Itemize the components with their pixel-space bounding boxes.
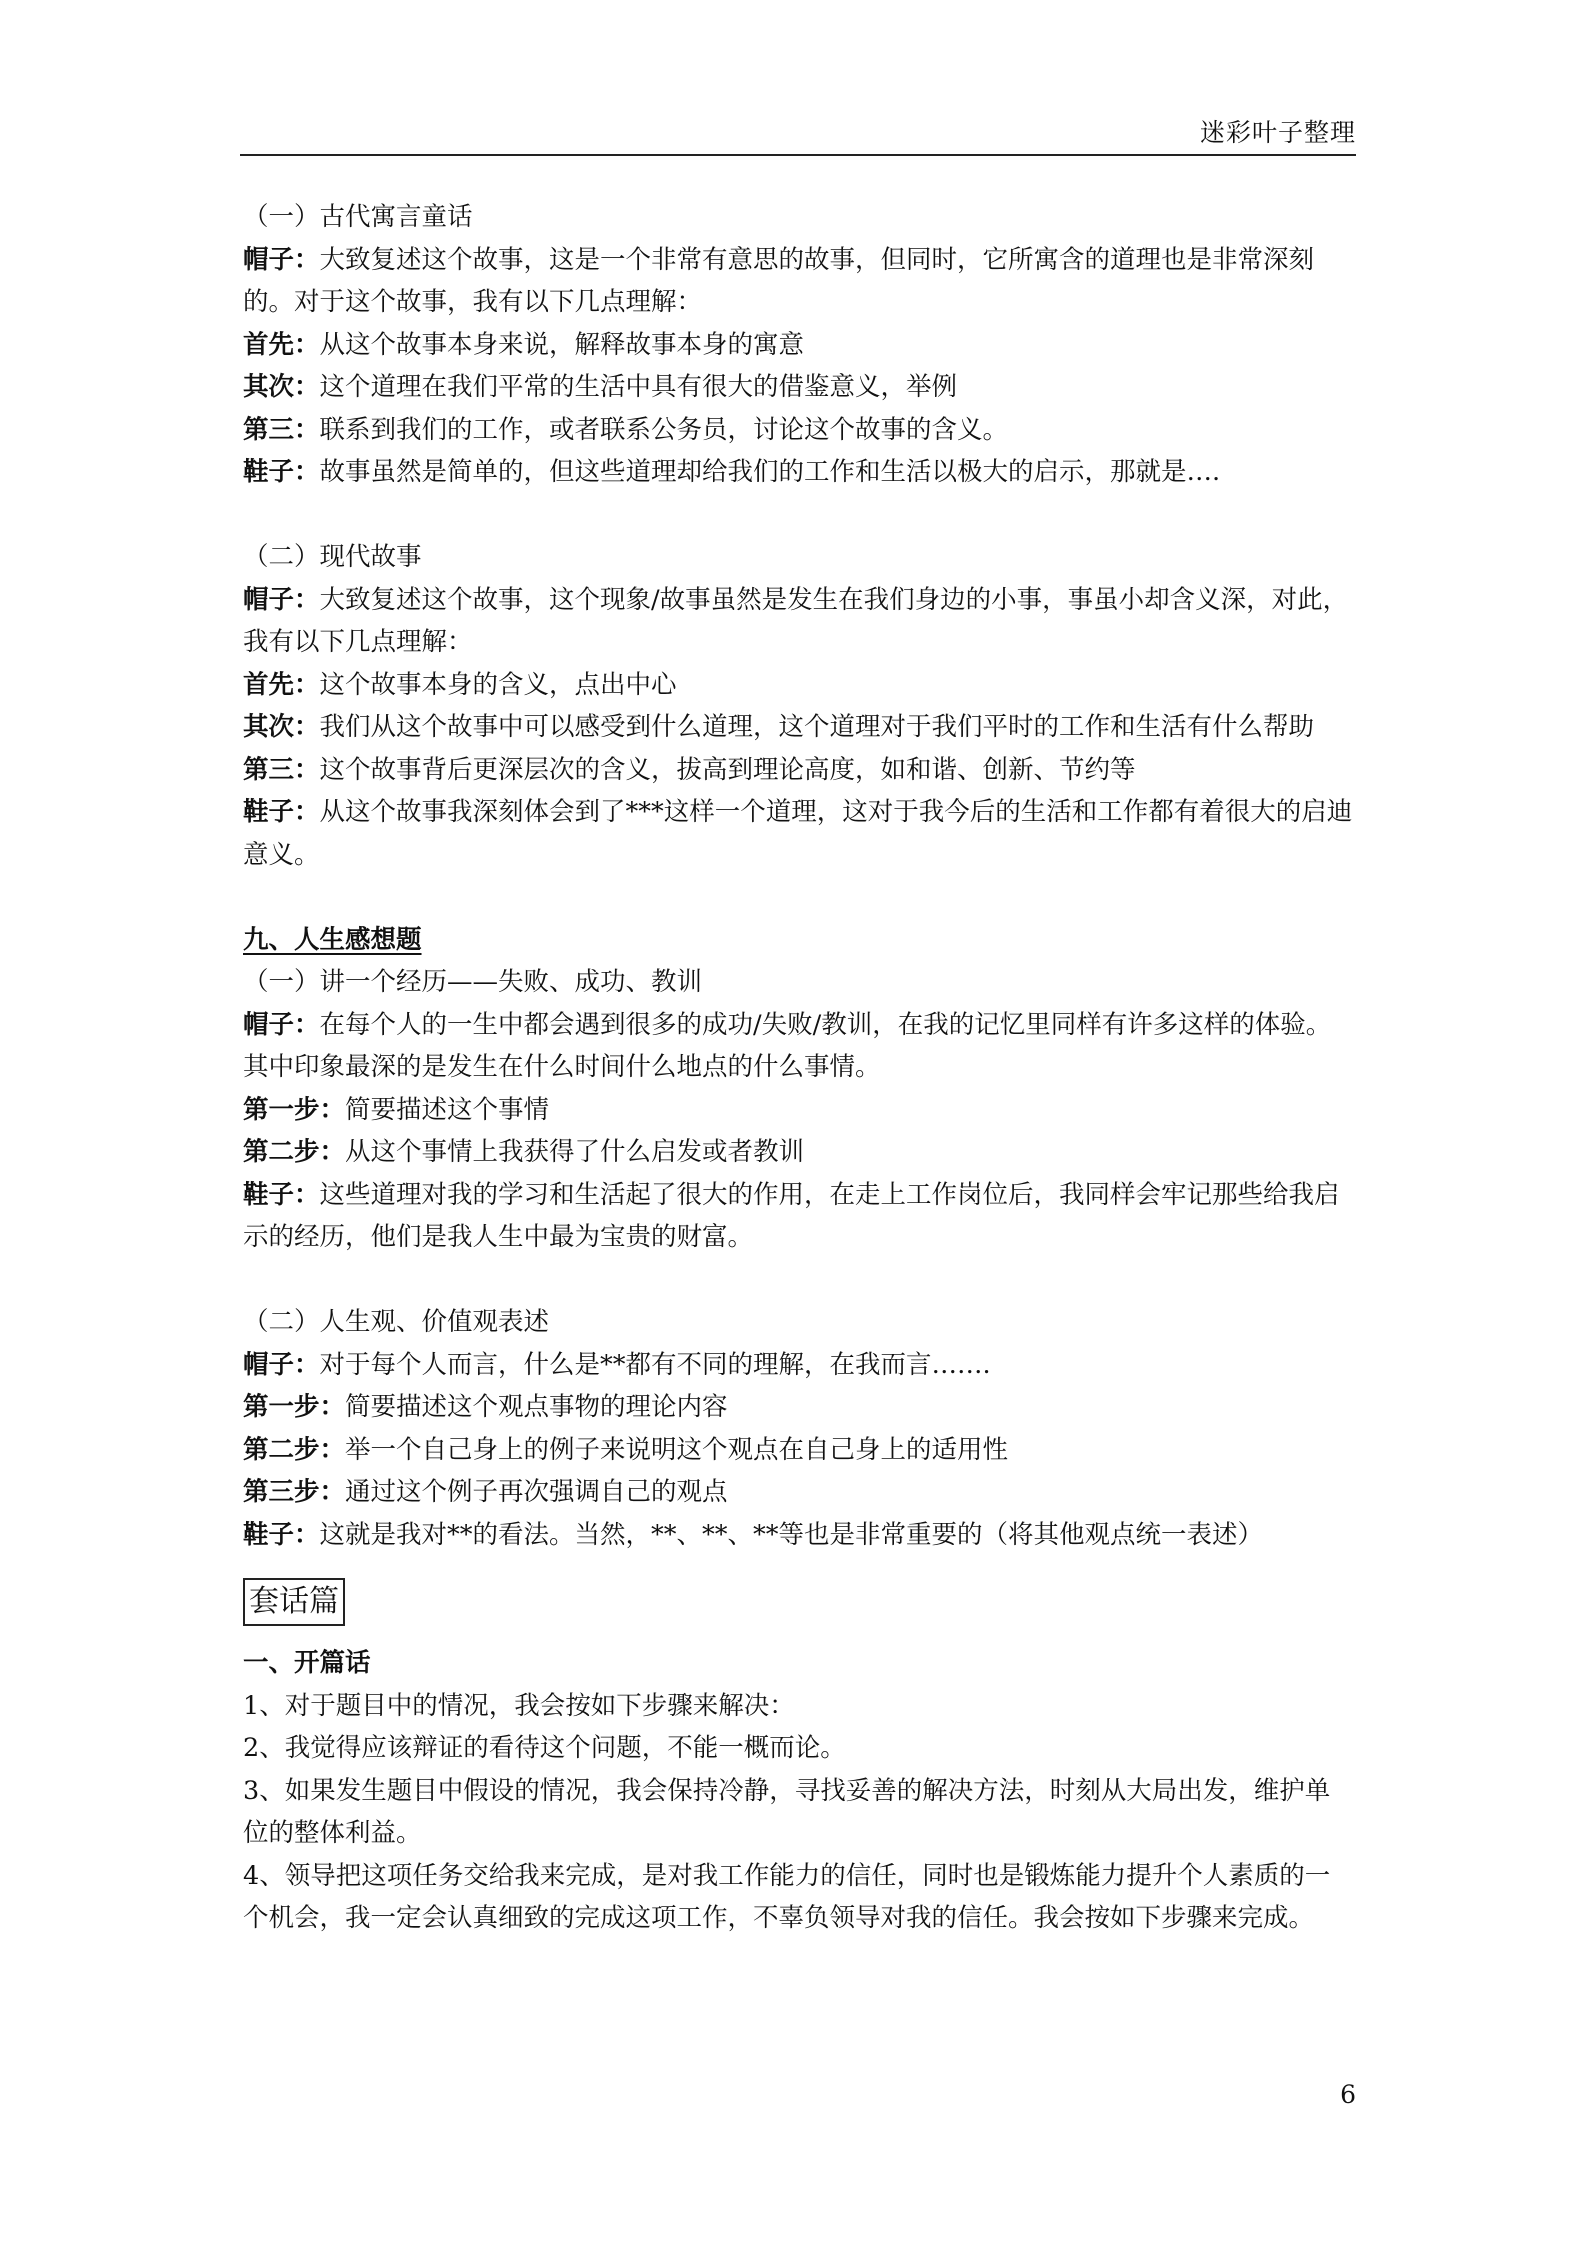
label-shoe: 鞋子： (243, 797, 320, 827)
paragraph-step-two (243, 1429, 1355, 1472)
text-third: 这个故事背后更深层次的含义，拔高到理论高度，如和谐、创新、节约等 (319, 754, 1136, 785)
paragraph-third (243, 409, 1355, 452)
text-second: 这个道理在我们平常的生活中具有很大的借鉴意义，举例 (319, 372, 958, 402)
text-shoe: 从这个故事我深刻体会到了***这样一个道理，这对于我今后的生活和工作都有着很大的启迪意义。 (243, 797, 1353, 870)
header-divider (240, 154, 1356, 156)
boxed-part-title: 套话篇 (243, 1578, 345, 1626)
page-header-text: 迷彩叶子整理 (1199, 118, 1356, 147)
label-shoe: 鞋子： (243, 1519, 320, 1550)
page-number: 6 (1340, 2080, 1356, 2109)
label-third: 第三： (243, 414, 320, 445)
text-first: 从这个故事本身来说，解释故事本身的寓意 (319, 329, 805, 360)
label-step-one: 第一步： (243, 1392, 346, 1422)
spacer (243, 876, 1355, 919)
spacer (243, 494, 1355, 537)
text-hat: 大致复述这个故事，这是一个非常有意思的故事，但同时，它所寓含的道理也是非常深刻的。对于这个故事，我有以下几点理解： (243, 244, 1315, 317)
paragraph-step-two (243, 1131, 1355, 1174)
text-step-one: 简要描述这个事情 (345, 1094, 550, 1125)
paragraph-hat (243, 1004, 1355, 1089)
paragraph-shoe (243, 791, 1355, 876)
label-second: 其次： (243, 372, 320, 402)
text-shoe: 故事虽然是简单的，但这些道理却给我们的工作和生活以极大的启示，那就是…. (319, 457, 1221, 487)
text-first: 这个故事本身的含义，点出中心 (319, 669, 677, 700)
list-item: 4、领导把这项任务交给我来完成，是对我工作能力的信任，同时也是锻炼能力提升个人素质的一个机会，我一定会认真细致的完成这项工作，不辜负领导对我的信任。我会按如下步骤来完成。 (243, 1860, 1331, 1933)
text-hat: 大致复述这个故事，这个现象/故事虽然是发生在我们身边的小事，事虽小却含义深，对此，我有以下几点理解： (243, 584, 1349, 657)
spacer (243, 1259, 1355, 1302)
paragraph-shoe (243, 1514, 1355, 1557)
label-step-two: 第二步： (243, 1434, 346, 1465)
text-step-one: 简要描述这个观点事物的理论内容 (345, 1392, 728, 1422)
paragraph-shoe (243, 451, 1355, 494)
label-hat: 帽子： (243, 244, 320, 275)
boxed-title-wrapper (243, 1578, 1355, 1626)
label-shoe: 鞋子： (243, 1179, 320, 1210)
paragraph-first (243, 324, 1355, 367)
label-shoe: 鞋子： (243, 457, 320, 487)
paragraph-second (243, 366, 1355, 409)
paragraph-shoe (243, 1174, 1355, 1259)
paragraph-step-three (243, 1471, 1355, 1514)
label-hat: 帽子： (243, 584, 320, 615)
text-step-two: 举一个自己身上的例子来说明这个观点在自己身上的适用性 (345, 1434, 1009, 1465)
text-second: 我们从这个故事中可以感受到什么道理，这个道理对于我们平时的工作和生活有什么帮助 (319, 712, 1315, 742)
label-hat: 帽子： (243, 1009, 320, 1040)
text-hat: 在每个人的一生中都会遇到很多的成功/失败/教训，在我的记忆里同样有许多这样的体验。其中印象最深的是发生在什么时间什么地点的什么事情。 (243, 1009, 1332, 1082)
text-step-three: 通过这个例子再次强调自己的观点 (345, 1477, 728, 1507)
paragraph-hat (243, 1344, 1355, 1387)
text-hat: 对于每个人而言，什么是**都有不同的理解，在我而言……. (319, 1349, 991, 1380)
list-item: 1、对于题目中的情况，我会按如下步骤来解决： (243, 1690, 795, 1721)
label-hat: 帽子： (243, 1349, 320, 1380)
text-third: 联系到我们的工作，或者联系公务员，讨论这个故事的含义。 (319, 414, 1009, 445)
section-title-ancient-fable: （一）古代寓言童话 (243, 202, 473, 232)
paragraph-step-one (243, 1089, 1355, 1132)
label-second: 其次： (243, 712, 320, 742)
paragraph-third (243, 749, 1355, 792)
paragraph-step-one (243, 1386, 1355, 1429)
paragraph-second (243, 706, 1355, 749)
cliche-heading-opening: 一、开篇话 (243, 1648, 371, 1678)
text-step-two: 从这个事情上我获得了什么启发或者教训 (345, 1137, 805, 1167)
section-heading-life-reflection: 九、人生感想题 (243, 924, 422, 955)
label-first: 首先： (243, 669, 320, 700)
label-step-three: 第三步： (243, 1477, 346, 1507)
subsection-title-experience: （一）讲一个经历——失败、成功、教训 (243, 967, 703, 997)
label-step-two: 第二步： (243, 1137, 346, 1167)
text-shoe: 这些道理对我的学习和生活起了很大的作用，在走上工作岗位后，我同样会牢记那些给我启示的经历，他们是我人生中最为宝贵的财富。 (243, 1179, 1340, 1252)
list-item: 3、如果发生题目中假设的情况，我会保持冷静，寻找妥善的解决方法，时刻从大局出发，维护单位的整体利益。 (243, 1775, 1331, 1848)
section-title-modern-story: （二）现代故事 (243, 542, 422, 572)
label-step-one: 第一步： (243, 1094, 346, 1125)
paragraph-hat (243, 239, 1355, 324)
list-item: 2、我觉得应该辩证的看待这个问题，不能一概而论。 (243, 1733, 846, 1763)
paragraph-first (243, 664, 1355, 707)
document-body (243, 196, 1355, 1940)
label-third: 第三： (243, 754, 320, 785)
subsection-title-values: （二）人生观、价值观表述 (243, 1307, 550, 1337)
text-shoe: 这就是我对**的看法。当然，**、**、**等也是非常重要的（将其他观点统一表述） (319, 1519, 1264, 1550)
paragraph-hat (243, 579, 1355, 664)
label-first: 首先： (243, 329, 320, 360)
